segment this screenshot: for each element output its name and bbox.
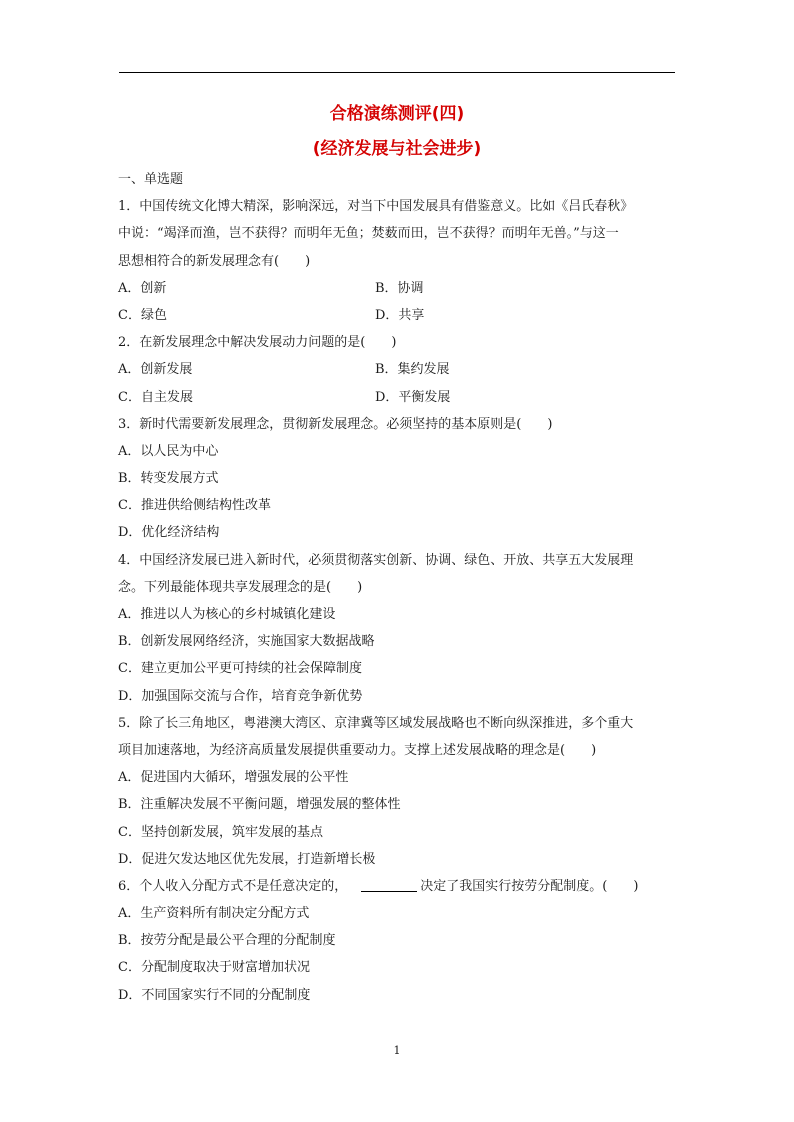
option-row xyxy=(118,302,678,329)
option-c[interactable]: C．坚持创新发展，筑牢发展的基点 xyxy=(118,824,323,840)
question-stem: 项目加速落地，为经济高质量发展提供重要动力。支撑上述发展战略的理念是( ) xyxy=(118,742,597,758)
option-a[interactable]: A．推进以人为核心的乡村城镇化建设 xyxy=(118,607,336,622)
option-b[interactable]: B．转变发展方式 xyxy=(118,471,219,487)
option-a[interactable]: A．以人民为中心 xyxy=(118,443,219,459)
question-list xyxy=(118,166,678,1009)
question-3 xyxy=(118,411,678,547)
question-4 xyxy=(118,547,678,710)
option-c[interactable]: C．分配制度取决于财富增加状况 xyxy=(118,960,310,976)
option-row xyxy=(118,384,678,411)
question-stem: 1．中国传统文化博大精深，影响深远，对当下中国发展具有借鉴意义。比如《吕氏春秋》 xyxy=(118,199,634,215)
option-c[interactable]: C．推进供给侧结构性改革 xyxy=(118,498,271,514)
question-stem: 思想相符合的新发展理念有( ) xyxy=(118,253,311,269)
option-b[interactable]: B．协调 xyxy=(375,280,424,296)
question-stem: 念。下列最能体现共享发展理念的是( ) xyxy=(118,579,363,595)
question-1 xyxy=(118,193,678,329)
answer-blank xyxy=(361,877,417,892)
option-a[interactable]: A．创新 xyxy=(118,280,167,296)
stem-part-2: 决定了我国实行按劳分配制度。( ) xyxy=(420,878,639,894)
option-d[interactable]: D．共享 xyxy=(375,307,425,323)
option-d[interactable]: D．不同国家实行不同的分配制度 xyxy=(118,987,311,1003)
question-stem: 5．除了长三角地区，粤港澳大湾区、京津冀等区域发展战略也不断向纵深推进，多个重大 xyxy=(118,715,634,731)
question-stem: 4．中国经济发展已进入新时代，必须贯彻落实创新、协调、绿色、开放、共享五大发展理 xyxy=(118,552,634,568)
option-d[interactable]: D．加强国际交流与合作，培育竞争新优势 xyxy=(118,688,363,704)
option-d[interactable]: D．平衡发展 xyxy=(375,389,451,405)
option-c[interactable]: C．自主发展 xyxy=(118,389,193,405)
option-b[interactable]: B．注重解决发展不平衡问题，增强发展的整体性 xyxy=(118,797,401,813)
section-heading: 一、单选题 xyxy=(118,172,184,187)
question-2 xyxy=(118,329,678,411)
question-stem: 3．新时代需要新发展理念，贯彻新发展理念。必须坚持的基本原则是( ) xyxy=(118,416,553,432)
option-c[interactable]: C．绿色 xyxy=(118,307,167,323)
question-stem xyxy=(118,873,678,900)
option-b[interactable]: B．创新发展网络经济，实施国家大数据战略 xyxy=(118,634,375,650)
question-stem: 中说：“竭泽而渔，岂不获得？而明年无鱼；焚薮而田，岂不获得？而明年无兽。”与这一 xyxy=(118,226,619,242)
option-row xyxy=(118,275,678,302)
option-a[interactable]: A．生产资料所有制决定分配方式 xyxy=(118,906,310,922)
option-d[interactable]: D．优化经济结构 xyxy=(118,525,220,541)
header-rule xyxy=(119,72,675,73)
option-a[interactable]: A．促进国内大循环，增强发展的公平性 xyxy=(118,770,349,786)
question-stem: 2．在新发展理念中解决发展动力问题的是( ) xyxy=(118,335,397,351)
option-b[interactable]: B．按劳分配是最公平合理的分配制度 xyxy=(118,933,336,949)
option-row xyxy=(118,356,678,383)
option-c[interactable]: C．建立更加公平更可持续的社会保障制度 xyxy=(118,661,362,677)
option-d[interactable]: D．促进欠发达地区优先发展，打造新增长极 xyxy=(118,851,376,867)
page-subtitle: (经济发展与社会进步) xyxy=(312,139,482,159)
stem-part-1: 6．个人收入分配方式不是任意决定的， xyxy=(118,878,348,894)
question-6 xyxy=(118,873,678,1009)
option-a[interactable]: A．创新发展 xyxy=(118,362,193,378)
option-b[interactable]: B．集约发展 xyxy=(375,362,450,378)
page-title: 合格演练测评(四) xyxy=(329,104,465,124)
question-5 xyxy=(118,710,678,873)
page-number: 1 xyxy=(393,1044,401,1057)
